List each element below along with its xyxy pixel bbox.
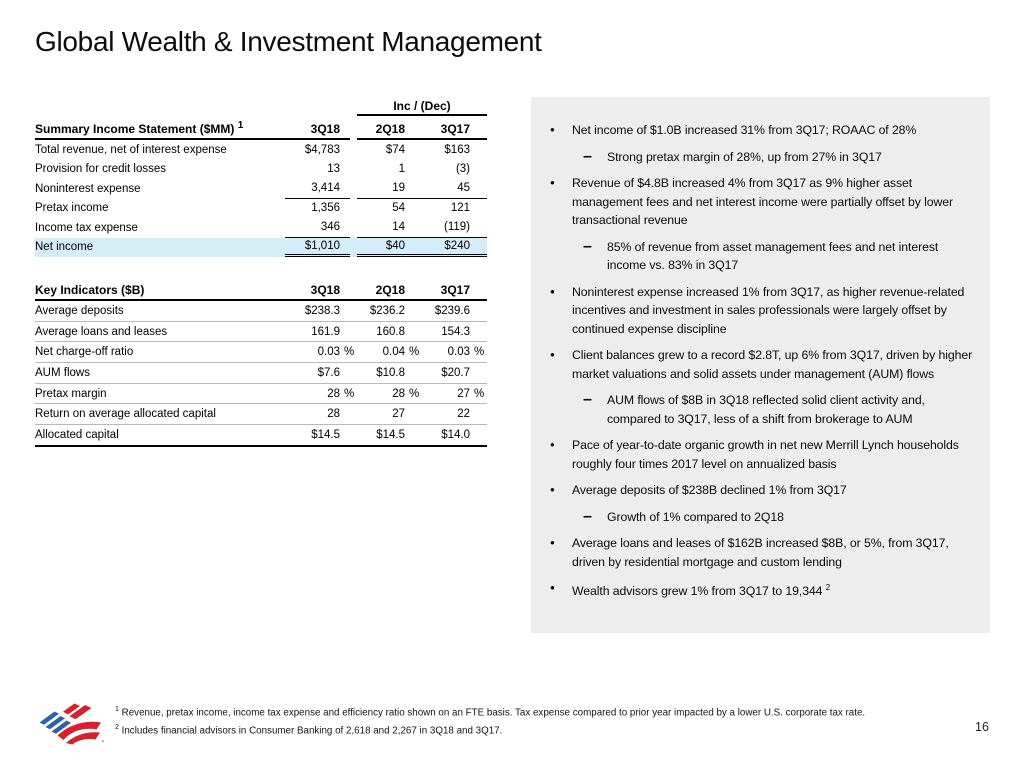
col-header-2q18: 2Q18 <box>375 283 405 297</box>
table-row: Income tax expense 346 14 (119) <box>35 218 487 238</box>
bullet-item: ● Average deposits of $238B declined 1% from 3Q17 <box>545 481 976 500</box>
table-header-row <box>35 278 487 301</box>
table-row: Return on average allocated capital 28 27 22 <box>35 404 487 425</box>
table-row: AUM flows $7.6 $10.8 $20.7 <box>35 363 487 384</box>
footnote-2: $^2$ Includes financial advisors in Consumer Banking of 2,618 and 2,267 in 3Q18 and 3Q17. <box>115 723 503 737</box>
dash-icon: – <box>583 391 592 408</box>
table-row: Allocated capital $14.5 $14.5 $14.0 <box>35 425 487 447</box>
bullet-item: ● Client balances grew to a record $2.8T, up 6% from 3Q17, driven by higher market valuations and solid assets under management (AUM) flows <box>545 346 976 383</box>
bullet-item: ● Pace of year-to-date organic growth in net new Merrill Lynch households roughly four times 2017 level on annualized basis <box>545 436 976 473</box>
highlights-panel <box>531 97 990 633</box>
bullet-icon: ● <box>550 178 555 187</box>
page-title: Global Wealth & Investment Management <box>35 26 542 57</box>
table-row: Average loans and leases 161.9 160.8 154.3 <box>35 322 487 343</box>
bullet-icon: ● <box>550 350 555 359</box>
table-row-net-income: Net income $1,010 $40 $240 <box>35 238 487 258</box>
bank-of-america-logo <box>38 701 108 745</box>
bullet-item: ● Net income of $1.0B increased 31% from 3Q17; ROAAC of 28% <box>545 121 976 140</box>
summary-income-table <box>35 97 487 257</box>
col-header-3q17: 3Q17 <box>440 283 470 297</box>
sub-bullet-item: – Strong pretax margin of 28%, up from 27% in 3Q17 <box>583 147 882 165</box>
key-indicators-table <box>35 278 487 447</box>
col-header-3q18: 3Q18 <box>310 283 340 297</box>
bullet-icon: ● <box>550 538 555 547</box>
bullet-icon: ● <box>550 125 555 134</box>
table-row: Total revenue, net of interest expense $4,783 $74 $163 <box>35 143 470 156</box>
dash-icon: – <box>583 507 592 525</box>
col-header-3q18: 3Q18 <box>310 122 340 136</box>
bullet-item: ● Noninterest expense increased 1% from 3Q17, as higher revenue-related incentives and investment in sales professionals were largely offset by continued expense discipline <box>545 283 976 339</box>
sub-bullet-item: – AUM flows of $8B in 3Q18 reflected solid client activity and, compared to 3Q17, less of a shift from brokerage to AUM <box>581 391 976 428</box>
footnote-ref-1: 1 <box>237 120 244 131</box>
bullet-icon: ● <box>550 485 555 494</box>
col-header-3q17: 3Q17 <box>440 122 470 136</box>
table-row: Pretax income 1,356 54 121 <box>35 202 470 215</box>
dash-icon: – <box>583 237 592 255</box>
bullet-item: ● Wealth advisors grew 1% from 3Q17 to 19,344 $^2$ <box>545 579 976 601</box>
table1-title: Summary Income Statement ($MM) $^1$ <box>35 120 244 136</box>
bullet-icon: ● <box>550 286 555 296</box>
table-row: Net charge-off ratio 0.03 % 0.04 % 0.03 % <box>35 342 487 363</box>
bullet-icon: ● <box>550 440 555 449</box>
table-header-row <box>35 116 487 140</box>
table-row: Average deposits $238.3 $236.2 $239.6 <box>35 301 487 322</box>
bullet-item: ● Average loans and leases of $162B increased $8B, or 5%, from 3Q17, driven by residential mortgage and custom lending <box>545 534 976 571</box>
table-row: Pretax margin 28 % 28 % 27 % <box>35 384 487 405</box>
bullet-icon: ● <box>550 583 555 592</box>
footnotes <box>115 703 1005 739</box>
table-row: Noninterest expense 3,414 19 45 <box>35 179 487 199</box>
page-number: 16 <box>975 720 989 734</box>
inc-dec-group-header: Inc / (Dec) <box>357 97 487 116</box>
table2-title: Key Indicators ($B) <box>35 283 145 297</box>
bullet-item: ● Revenue of $4.8B increased 4% from 3Q17 as 9% higher asset management fees and net interest income were partially offset by lower transactional revenue <box>545 174 976 230</box>
table-row: Provision for credit losses 13 1 (3) <box>35 163 470 176</box>
sub-bullet-item: – 85% of revenue from asset management fees and net interest income vs. 83% in 3Q17 <box>581 238 976 275</box>
footnote-ref-2: 2 <box>825 583 831 592</box>
table-group-header-row <box>35 97 487 116</box>
dash-icon: – <box>583 147 592 165</box>
sub-bullet-item: – Growth of 1% compared to 2Q18 <box>583 507 784 525</box>
footnote-1: $^1$ Revenue, pretax income, income tax expense and efficiency ratio shown on an FTE basis. Tax expense compared to prior year impacted by a lower U.S. corporate tax rate. <box>115 706 866 719</box>
col-header-2q18: 2Q18 <box>375 122 405 136</box>
